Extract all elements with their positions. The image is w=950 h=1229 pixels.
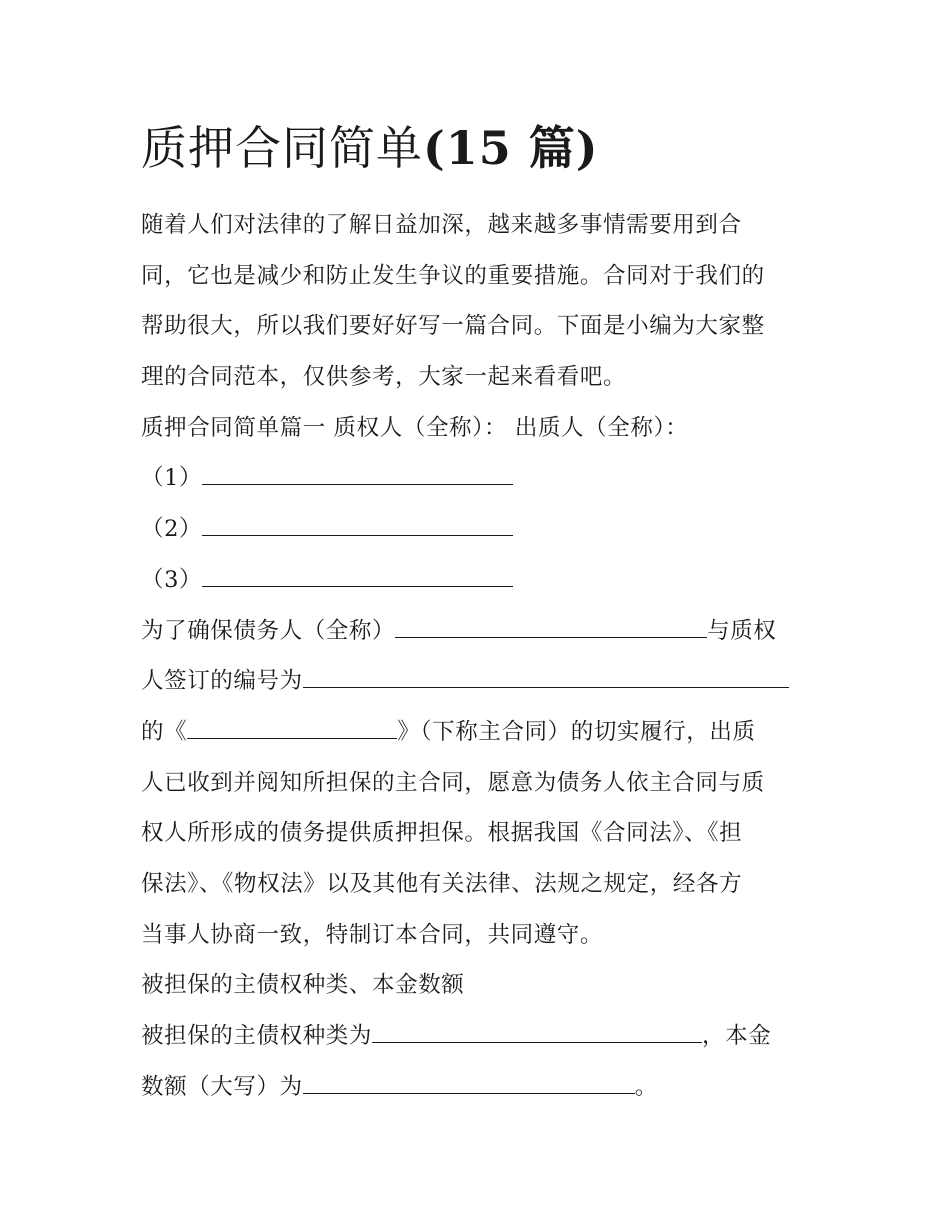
blank-field xyxy=(202,564,513,586)
paragraph-line: 保法》、《物权法》以及其他有关法律、法规之规定，经各方 xyxy=(141,870,743,897)
section-heading-line: 质押合同简单篇一 质权人（全称）： 出质人（全称）： xyxy=(141,414,689,441)
paragraph-line: 当事人协商一致，特制订本合同，共同遵守。 xyxy=(141,921,604,948)
blank-field xyxy=(303,666,789,688)
paragraph-line: 随着人们对法律的了解日益加深，越来越多事情需要用到合 xyxy=(141,212,742,238)
paragraph-line: 同，它也是减少和防止发生争议的重要措施。合同对于我们的 xyxy=(141,262,765,289)
paragraph-line: 为了确保债务人（全称） 与质权 xyxy=(141,606,821,657)
blank-field xyxy=(303,1071,635,1093)
blank-field xyxy=(372,1021,702,1043)
blank-field xyxy=(202,463,513,485)
paragraph-line: 帮助很大，所以我们要好好写一篇合同。下面是小编为大家整 xyxy=(141,313,765,340)
paragraph-line: 理的合同范本，仅供参考，大家一起来看看吧。 xyxy=(141,364,627,391)
document-page xyxy=(141,116,821,1112)
title-main: 质押合同简单 xyxy=(141,121,423,175)
section-heading-line: 被担保的主债权种类、本金数额 xyxy=(141,972,465,999)
title-suffix: (15 篇) xyxy=(423,121,599,175)
document-title xyxy=(141,116,821,180)
paragraph-line: 人签订的编号为 xyxy=(141,656,821,707)
paragraph-line: 人已收到并阅知所担保的主合同，愿意为债务人依主合同与质 xyxy=(141,769,765,796)
paragraph-line: 被担保的主债权种类为 ，本金 xyxy=(141,1011,821,1062)
blank-field xyxy=(187,717,397,739)
pledgee-line-3: （3） xyxy=(141,555,821,606)
blank-field xyxy=(202,514,513,536)
pledgee-line-2: （2） xyxy=(141,504,821,555)
paragraph-line: 数额（大写）为 。 xyxy=(141,1062,821,1113)
blank-field xyxy=(395,615,707,637)
pledgee-line-1: （1） xyxy=(141,453,821,504)
paragraph-line: 权人所形成的债务提供质押担保。根据我国《合同法》、《担 xyxy=(141,820,743,847)
paragraph-line: 的《 》（下称主合同）的切实履行，出质 xyxy=(141,707,821,758)
